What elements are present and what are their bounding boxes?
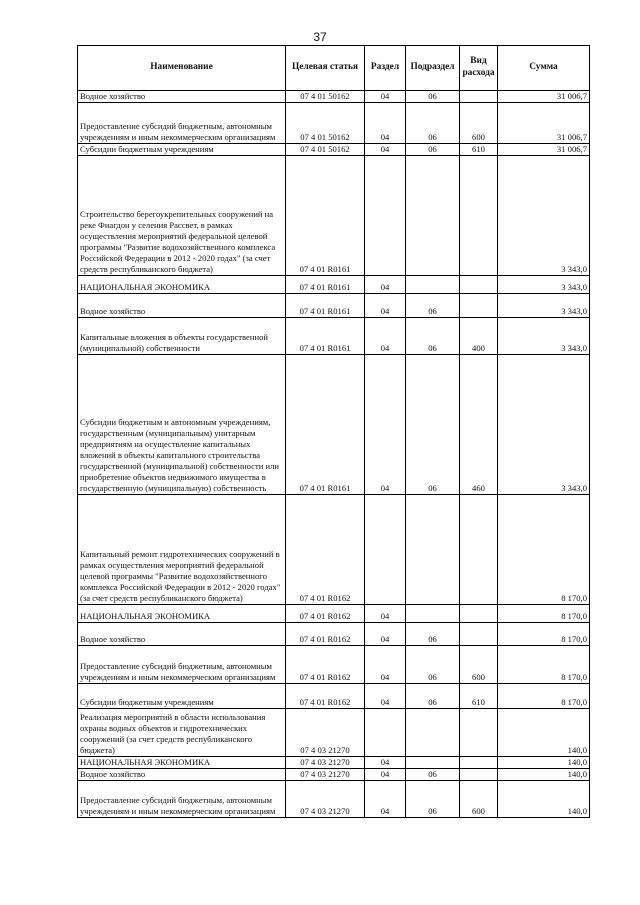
row-expense-type: 600 bbox=[460, 781, 498, 818]
row-name-text: Предоставление субсидий бюджетным, автономным учреждениям и иным некоммерческим организациям bbox=[80, 661, 276, 682]
table-row bbox=[78, 769, 590, 781]
header-target: Целевая статья bbox=[286, 46, 365, 91]
table-row bbox=[78, 757, 590, 769]
table-row bbox=[78, 294, 590, 318]
row-target: 07 4 01 R0162 bbox=[286, 605, 365, 623]
row-amount: 8 170,0 bbox=[498, 495, 590, 605]
row-target: 07 4 01 50162 bbox=[286, 144, 365, 156]
row-section: 04 bbox=[365, 276, 406, 294]
row-amount: 3 343,0 bbox=[498, 276, 590, 294]
row-name bbox=[78, 144, 286, 156]
table-row bbox=[78, 276, 590, 294]
row-name bbox=[78, 757, 286, 769]
row-name bbox=[78, 355, 286, 495]
row-section: 04 bbox=[365, 605, 406, 623]
row-name bbox=[78, 646, 286, 684]
row-section: 04 bbox=[365, 623, 406, 646]
row-subsection bbox=[406, 605, 460, 623]
row-expense-type bbox=[460, 276, 498, 294]
header-section: Раздел bbox=[365, 46, 406, 91]
row-target: 07 4 01 50162 bbox=[286, 91, 365, 103]
row-subsection: 06 bbox=[406, 91, 460, 103]
table-row bbox=[78, 684, 590, 709]
row-target: 07 4 01 R0162 bbox=[286, 646, 365, 684]
row-expense-type bbox=[460, 91, 498, 103]
row-name-text: Водное хозяйство bbox=[80, 634, 146, 644]
row-subsection: 06 bbox=[406, 646, 460, 684]
row-name-text: Водное хозяйство bbox=[80, 306, 146, 316]
row-subsection: 06 bbox=[406, 781, 460, 818]
row-name bbox=[78, 769, 286, 781]
row-name bbox=[78, 276, 286, 294]
table-row bbox=[78, 103, 590, 144]
row-name-text: Капитальный ремонт гидротехнических сооружений в рамках осуществления мероприятий федеральной целевой программы "Развитие водохозяйственного комплекса Российской Федерации в 2012 - 2020 годах" (за счет средств республиканского бюджета) bbox=[80, 549, 281, 603]
row-amount: 140,0 bbox=[498, 709, 590, 757]
row-target: 07 4 01 R0161 bbox=[286, 156, 365, 276]
row-name-text: Реализация мероприятий в области использования охраны водных объектов и гидротехнических сооружений (за счет средств республиканского бюджета) bbox=[80, 712, 266, 755]
table-row bbox=[78, 646, 590, 684]
row-section: 04 bbox=[365, 103, 406, 144]
row-section: 04 bbox=[365, 646, 406, 684]
row-section: 04 bbox=[365, 318, 406, 355]
row-name-text: Субсидии бюджетным учреждениям bbox=[80, 144, 214, 154]
row-target: 07 4 01 R0161 bbox=[286, 276, 365, 294]
table-row bbox=[78, 91, 590, 103]
row-name bbox=[78, 91, 286, 103]
row-expense-type bbox=[460, 769, 498, 781]
row-amount: 8 170,0 bbox=[498, 646, 590, 684]
row-target: 07 4 01 R0162 bbox=[286, 495, 365, 605]
table-row bbox=[78, 144, 590, 156]
row-name bbox=[78, 103, 286, 144]
row-target: 07 4 01 R0162 bbox=[286, 623, 365, 646]
row-target: 07 4 03 21270 bbox=[286, 757, 365, 769]
table-row bbox=[78, 355, 590, 495]
row-name-text: Субсидии бюджетным и автономным учреждениям, государственным (муниципальным) унитарным предприятиям на осуществление капитальных вложений в объекты капитального строительства государственной (муниципальной) собственности или приобретение объектов недвижимого имущества в государственную (муниципальную) собственность bbox=[80, 417, 279, 493]
row-name-text: Водное хозяйство bbox=[80, 91, 146, 101]
row-amount: 3 343,0 bbox=[498, 156, 590, 276]
row-name-text: Предоставление субсидий бюджетным, автономным учреждениям и иным некоммерческим организациям bbox=[80, 121, 276, 142]
row-name bbox=[78, 709, 286, 757]
table-body bbox=[78, 91, 590, 818]
row-target: 07 4 03 21270 bbox=[286, 769, 365, 781]
header-expense-type: Вид расхода bbox=[460, 46, 498, 91]
row-expense-type bbox=[460, 623, 498, 646]
table-header bbox=[78, 46, 590, 91]
row-amount: 140,0 bbox=[498, 781, 590, 818]
row-name-text: НАЦИОНАЛЬНАЯ ЭКОНОМИКА bbox=[80, 282, 211, 292]
row-amount: 3 343,0 bbox=[498, 355, 590, 495]
row-amount: 31 006,7 bbox=[498, 144, 590, 156]
row-subsection bbox=[406, 276, 460, 294]
row-target: 07 4 03 21270 bbox=[286, 709, 365, 757]
table-row bbox=[78, 623, 590, 646]
table-row bbox=[78, 156, 590, 276]
row-target: 07 4 01 50162 bbox=[286, 103, 365, 144]
header-amount: Сумма bbox=[498, 46, 590, 91]
row-target: 07 4 01 R0161 bbox=[286, 294, 365, 318]
row-name bbox=[78, 605, 286, 623]
row-name bbox=[78, 318, 286, 355]
page-number: 37 bbox=[313, 30, 327, 44]
table-row bbox=[78, 781, 590, 818]
row-amount: 8 170,0 bbox=[498, 623, 590, 646]
row-expense-type bbox=[460, 294, 498, 318]
row-expense-type: 600 bbox=[460, 646, 498, 684]
row-expense-type: 400 bbox=[460, 318, 498, 355]
row-target: 07 4 01 R0162 bbox=[286, 684, 365, 709]
row-expense-type bbox=[460, 605, 498, 623]
row-subsection bbox=[406, 156, 460, 276]
row-target: 07 4 03 21270 bbox=[286, 781, 365, 818]
row-section: 04 bbox=[365, 144, 406, 156]
row-section: 04 bbox=[365, 757, 406, 769]
row-name bbox=[78, 294, 286, 318]
row-expense-type: 460 bbox=[460, 355, 498, 495]
row-name-text: Предоставление субсидий бюджетным, автономным учреждениям и иным некоммерческим организациям bbox=[80, 795, 276, 816]
row-name bbox=[78, 623, 286, 646]
row-section: 04 bbox=[365, 684, 406, 709]
row-expense-type: 600 bbox=[460, 103, 498, 144]
row-name bbox=[78, 495, 286, 605]
row-name bbox=[78, 156, 286, 276]
row-section: 04 bbox=[365, 294, 406, 318]
row-section: 04 bbox=[365, 781, 406, 818]
row-target: 07 4 01 R0161 bbox=[286, 318, 365, 355]
row-expense-type: 610 bbox=[460, 684, 498, 709]
row-amount: 140,0 bbox=[498, 757, 590, 769]
row-name bbox=[78, 684, 286, 709]
header-subsection: Подраздел bbox=[406, 46, 460, 91]
row-name-text: Капитальные вложения в объекты государственной (муниципальной) собственности bbox=[80, 332, 268, 353]
row-section bbox=[365, 156, 406, 276]
table-row bbox=[78, 605, 590, 623]
table-row bbox=[78, 495, 590, 605]
row-name-text: Строительство берегоукрепительных сооружений на реке Фиагдон у селения Рассвет, в рамках осуществления мероприятий федеральной целевой программы "Развитие водохозяйственного комплекса Российской Федерации в 2012 - 2020 годах" (за счет средств республиканского бюджета) bbox=[80, 209, 276, 274]
row-subsection: 06 bbox=[406, 769, 460, 781]
row-amount: 8 170,0 bbox=[498, 605, 590, 623]
row-amount: 140,0 bbox=[498, 769, 590, 781]
row-amount: 8 170,0 bbox=[498, 684, 590, 709]
row-subsection bbox=[406, 757, 460, 769]
table-row bbox=[78, 709, 590, 757]
row-subsection: 06 bbox=[406, 623, 460, 646]
row-amount: 3 343,0 bbox=[498, 294, 590, 318]
row-subsection: 06 bbox=[406, 144, 460, 156]
row-name-text: НАЦИОНАЛЬНАЯ ЭКОНОМИКА bbox=[80, 757, 211, 767]
row-name-text: Водное хозяйство bbox=[80, 769, 146, 779]
row-amount: 31 006,7 bbox=[498, 91, 590, 103]
row-subsection: 06 bbox=[406, 684, 460, 709]
row-section bbox=[365, 495, 406, 605]
row-name-text: Субсидии бюджетным учреждениям bbox=[80, 697, 214, 707]
row-expense-type: 610 bbox=[460, 144, 498, 156]
row-amount: 31 006,7 bbox=[498, 103, 590, 144]
row-section bbox=[365, 709, 406, 757]
row-section: 04 bbox=[365, 355, 406, 495]
row-subsection bbox=[406, 495, 460, 605]
row-expense-type bbox=[460, 156, 498, 276]
row-expense-type bbox=[460, 495, 498, 605]
table-row bbox=[78, 318, 590, 355]
budget-table bbox=[77, 45, 590, 818]
row-expense-type bbox=[460, 709, 498, 757]
row-subsection: 06 bbox=[406, 294, 460, 318]
row-name bbox=[78, 781, 286, 818]
row-target: 07 4 01 R0161 bbox=[286, 355, 365, 495]
row-subsection: 06 bbox=[406, 103, 460, 144]
row-subsection: 06 bbox=[406, 355, 460, 495]
row-name-text: НАЦИОНАЛЬНАЯ ЭКОНОМИКА bbox=[80, 611, 211, 621]
row-subsection: 06 bbox=[406, 318, 460, 355]
header-name: Наименование bbox=[78, 46, 286, 91]
row-section: 04 bbox=[365, 769, 406, 781]
row-section: 04 bbox=[365, 91, 406, 103]
row-amount: 3 343,0 bbox=[498, 318, 590, 355]
row-expense-type bbox=[460, 757, 498, 769]
row-subsection bbox=[406, 709, 460, 757]
